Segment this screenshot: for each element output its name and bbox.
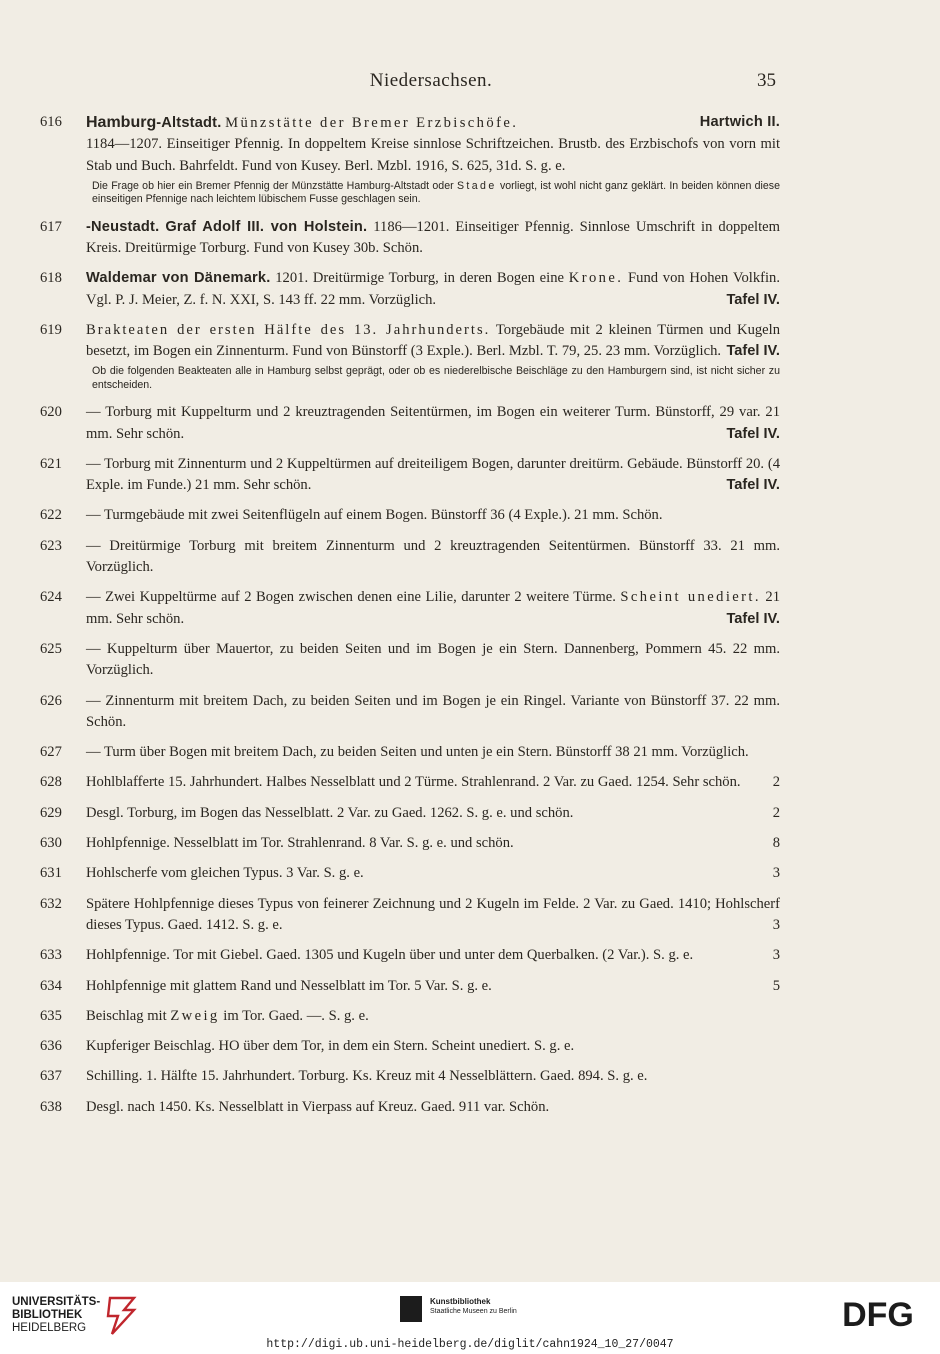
catalog-entry-626 xyxy=(40,691,780,734)
kunstbibliothek-icon xyxy=(400,1296,422,1322)
entry-number: 623 xyxy=(40,537,62,554)
entry-text: Hohlblafferte 15. Jahrhundert. Halbes Nesselblatt und 2 Türme. Strahlenrand. 2 Var. zu Gaed. 1254. Sehr schön. xyxy=(86,774,741,791)
entry-number: 617 xyxy=(40,218,62,235)
entry-text-cont: im Tor. Gaed. —. S. g. e. xyxy=(223,1007,369,1024)
catalog-entry-617 xyxy=(40,217,780,260)
section-heading: Brakteaten der ersten Hälfte des 13. Jahrhunderts. xyxy=(86,321,491,338)
entry-number: 628 xyxy=(40,774,62,791)
entry-text: Desgl. Torburg, im Bogen das Nesselblatt. 2 Var. zu Gaed. 1262. S. g. e. und schön. xyxy=(86,804,574,821)
entry-text: — Zwei Kuppeltürme auf 2 Bogen zwischen denen eine Lilie, darunter 2 weitere Türme. xyxy=(86,589,616,606)
entry-number: 619 xyxy=(40,321,62,338)
logo-line-3: HEIDELBERG xyxy=(12,1322,87,1334)
catalog-entry-630 xyxy=(40,833,780,854)
entry-heading: Hamburg xyxy=(86,114,157,131)
page-title: Niedersachsen. xyxy=(369,70,493,91)
entry-text: Hohlpfennige mit glattem Rand und Nesselblatt im Tor. 5 Var. S. g. e. xyxy=(86,977,492,994)
item-count: 8 xyxy=(772,835,780,852)
catalog-entry-621 xyxy=(40,454,780,497)
entry-text: Spätere Hohlpfennige dieses Typus von feinerer Zeichnung und 2 Kugeln im Felde. 2 Var. zu Gaed. 1410; Hohlscherf dieses Typus. Gaed. 1412. S. g. e. xyxy=(86,895,780,933)
kb-title: Kunstbibliothek xyxy=(430,1297,491,1306)
logo-line-2: BIBLIOTHEK xyxy=(12,1309,83,1321)
logo-line-1: UNIVERSITÄTS- xyxy=(12,1296,101,1308)
page-number: 35 xyxy=(757,70,776,91)
ruler-name: Waldemar von Dänemark. xyxy=(86,270,271,287)
entry-number: 635 xyxy=(40,1007,62,1024)
library-emblem-icon xyxy=(100,1296,142,1336)
item-count: 3 xyxy=(772,947,780,964)
item-count: 3 xyxy=(772,865,780,882)
catalog-entry-638 xyxy=(40,1097,780,1118)
catalog-entries xyxy=(40,112,780,1127)
entry-text: Torgebäude mit 2 kleinen Türmen und Kugeln besetzt, im Bogen ein Zinnenturm. Fund von Bünstorff (3 Exple.). Berl. Mzbl. T. 79, 25. 23 mm. Vorzüglich. xyxy=(86,321,780,360)
catalog-entry-622 xyxy=(40,505,780,526)
catalog-entry-625 xyxy=(40,639,780,682)
entry-number: 625 xyxy=(40,640,62,657)
entry-text: — Zinnenturm mit breitem Dach, zu beiden Seiten und im Bogen je ein Ringel. Variante von Bünstorff 37. 22 mm. Schön. xyxy=(86,692,780,730)
entry-number: 636 xyxy=(40,1038,62,1055)
entry-number: 637 xyxy=(40,1068,62,1085)
entry-text: Hohlpfennige. Nesselblatt im Tor. Strahlenrand. 8 Var. S. g. e. und schön. xyxy=(86,835,514,852)
entry-number: 638 xyxy=(40,1098,62,1115)
entry-text-cont: Fund von Hohen Volkfin. Vgl. P. J. Meier, Z. f. N. XXI, S. 143 ff. 22 mm. Vorzüglich. xyxy=(86,270,780,308)
ruler-name: Graf Adolf III. von Holstein. xyxy=(165,218,368,235)
entry-number: 621 xyxy=(40,455,62,472)
entry-text: Hohlpfennige. Tor mit Giebel. Gaed. 1305 und Kugeln über und unter dem Querbalken. (2 Var.). S. g. e. xyxy=(86,947,694,964)
entry-number: 632 xyxy=(40,895,62,912)
entry-text: Kupferiger Beischlag. HO über dem Tor, in dem ein Stern. Scheint unediert. S. g. e. xyxy=(86,1038,575,1055)
entry-text: — Turm über Bogen mit breitem Dach, zu beiden Seiten und unten je ein Stern. Bünstorff 38 21 mm. Vorzüglich. xyxy=(86,744,749,761)
catalog-entry-618 xyxy=(40,268,780,311)
entry-prefix: -Neustadt. xyxy=(86,218,160,235)
entry-text: — Dreitürmige Torburg mit breitem Zinnenturm und 2 kreuztragenden Seitentürmen. Bünstorff 33. 21 mm. Vorzüglich. xyxy=(86,537,780,576)
entry-text: Beischlag mit xyxy=(86,1007,167,1024)
note-text-cont: vorliegt, ist wohl nicht ganz geklärt. In beiden können diese einseitigen Pfennige nach leichtem lübischem Fusse geschlagen sein. xyxy=(92,179,780,206)
plate-reference: Tafel IV. xyxy=(726,343,780,360)
catalog-entry-624 xyxy=(40,587,780,630)
entry-spaced: Scheint unediert. xyxy=(620,589,761,606)
entry-number: 630 xyxy=(40,835,62,852)
entry-text: Schilling. 1. Hälfte 15. Jahrhundert. Torburg. Ks. Kreuz mit 4 Nesselblättern. Gaed. 894. S. g. e. xyxy=(86,1068,648,1085)
entry-number: 618 xyxy=(40,270,62,287)
catalog-entry-635 xyxy=(40,1006,780,1027)
dfg-logo[interactable] xyxy=(830,1296,926,1332)
digitization-footer xyxy=(0,1282,940,1354)
plate-reference: Tafel IV. xyxy=(726,477,780,494)
plate-reference: Tafel IV. xyxy=(726,610,780,627)
entry-text-cont: 21 mm. Sehr schön. xyxy=(86,589,781,627)
catalog-entry-636 xyxy=(40,1036,780,1057)
item-count: 2 xyxy=(772,774,780,791)
catalog-entry-620 xyxy=(40,402,780,445)
catalog-entry-628 xyxy=(40,772,780,793)
entry-text: 1186—1201. Einseitiger Pfennig. Sinnlose Umschrift in doppeltem Kreis. Dreitürmige Torburg. Fund von Kusey 30b. Schön. xyxy=(86,218,780,256)
entry-note: Ob die folgenden Beakteaten alle in Hamburg selbst geprägt, oder ob es niederelbische Beischläge zu den Hamburgern sind, ist nicht sicher zu entscheiden. xyxy=(92,365,780,391)
entry-text: Desgl. nach 1450. Ks. Nesselblatt in Vierpass auf Kreuz. Gaed. 911 var. Schön. xyxy=(86,1098,550,1115)
entry-text: — Turmgebäude mit zwei Seitenflügeln auf einem Bogen. Bünstorff 36 (4 Exple.). 21 mm. Schön. xyxy=(86,507,663,524)
source-url[interactable]: http://digi.ub.uni-heidelberg.de/diglit/cahn1924_10_27/0047 xyxy=(266,1338,674,1351)
entry-text: 1201. Dreitürmige Torburg, in deren Bogen eine xyxy=(275,270,564,287)
kb-subtitle: Staatliche Museen zu Berlin xyxy=(430,1308,517,1315)
entry-text: — Torburg mit Zinnenturm und 2 Kuppeltürmen auf dreiteiligem Bogen, darunter dreitürm. Gebäude. Bünstorff 20. (4 Exple. im Funde.) 21 mm. Sehr schön. xyxy=(86,455,780,494)
entry-number: 631 xyxy=(40,865,62,882)
item-count: 2 xyxy=(772,804,780,821)
entry-text: — Torburg mit Kuppelturm und 2 kreuztragenden Seitentürmen, im Bogen ein weiterer Turm. Bünstorff, 29 var. 21 mm. Sehr schön. xyxy=(86,404,780,442)
running-head xyxy=(86,70,776,96)
entry-number: 629 xyxy=(40,804,62,821)
entry-number: 634 xyxy=(40,977,62,994)
item-count: 5 xyxy=(772,977,780,994)
catalog-entry-623 xyxy=(40,536,780,579)
catalog-entry-619 xyxy=(40,320,780,363)
plate-reference: Tafel IV. xyxy=(726,291,780,308)
entry-heading-suffix: -Altstadt. xyxy=(156,115,222,131)
catalog-entry-632 xyxy=(40,894,780,937)
entry-spaced: Zweig xyxy=(170,1007,220,1024)
entry-number: 620 xyxy=(40,404,62,421)
entry-number: 633 xyxy=(40,947,62,964)
entry-number: 627 xyxy=(40,744,62,761)
catalog-entry-631 xyxy=(40,863,780,884)
entry-text: 1184—1207. Einseitiger Pfennig. In doppeltem Kreise sinnlose Schriftzeichen. Brustb. des Erzbischofs von vorn mit Stab und Buch. Bahrfeldt. Fund von Kusey. Berl. Mzbl. 1916, S. 625, 31d. S. g. e. xyxy=(86,136,780,174)
dfg-text: DFG xyxy=(842,1296,914,1332)
item-count: 3 xyxy=(772,916,780,933)
kunstbibliothek-logo[interactable] xyxy=(400,1296,560,1332)
entry-note xyxy=(40,180,780,207)
catalog-entry-633 xyxy=(40,945,780,966)
entry-text: Hohlscherfe vom gleichen Typus. 3 Var. S. g. e. xyxy=(86,865,364,882)
entry-number: 626 xyxy=(40,692,62,709)
catalog-entry-637 xyxy=(40,1066,780,1087)
catalog-entry-627 xyxy=(40,742,780,763)
university-library-logo[interactable] xyxy=(12,1296,142,1336)
entry-text: — Kuppelturm über Mauertor, zu beiden Seiten und im Bogen je ein Stern. Dannenberg, Pommern 45. 22 mm. Vorzüglich. xyxy=(86,640,780,679)
mint-name: Münzstätte der Bremer Erzbischöfe. xyxy=(225,115,519,131)
entry-number: 616 xyxy=(40,114,62,130)
catalog-entry-616 xyxy=(40,112,780,177)
entry-spaced: Krone. xyxy=(568,270,624,287)
catalog-entry-629 xyxy=(40,803,780,824)
entry-number: 622 xyxy=(40,507,62,524)
catalog-entry-634 xyxy=(40,976,780,997)
note-text: Die Frage ob hier ein Bremer Pfennig der Münzstätte Hamburg-Altstadt oder xyxy=(92,179,454,192)
ruler-name: Hartwich II. xyxy=(699,114,780,130)
entry-number: 624 xyxy=(40,589,62,606)
plate-reference: Tafel IV. xyxy=(726,425,780,442)
note-spaced: Stade xyxy=(456,179,497,192)
